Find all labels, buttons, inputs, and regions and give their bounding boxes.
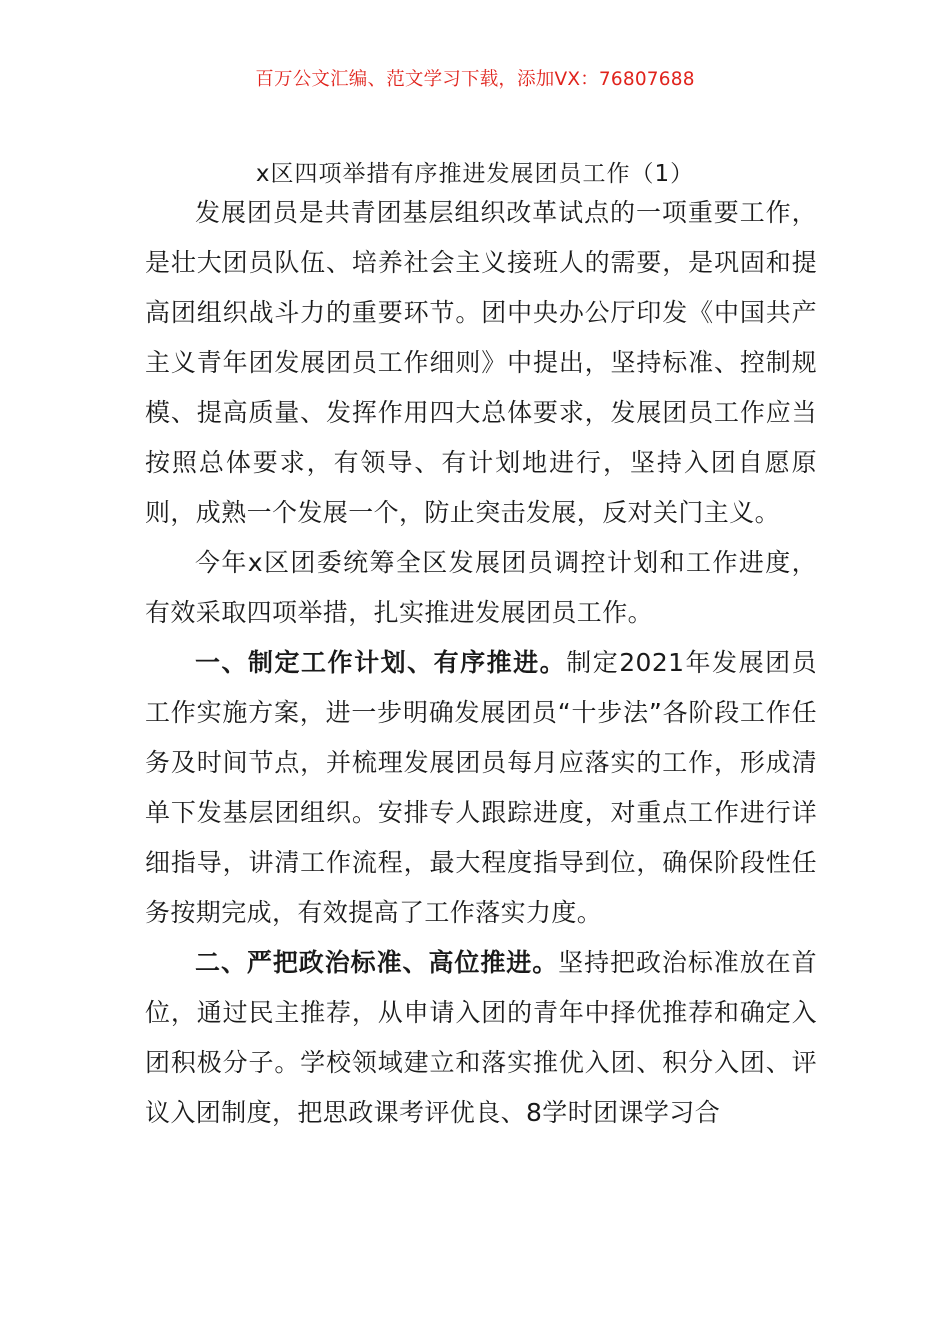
- paragraph: [145, 538, 817, 638]
- document-title: x区四项举措有序推进发展团员工作（1）: [255, 161, 695, 187]
- paragraph-text: 发展团员是共青团基层组织改革试点的一项重要工作，是壮大团员队伍、培养社会主义接班人的需要，是巩固和提高团组织战斗力的重要环节。团中央办公厅印发《中国共产主义青年团发展团员工作细则》中提出，坚持标准、控制规模、提高质量、发挥作用四大总体要求，发展团员工作应当按照总体要求，有领导、有计划地进行，坚持入团自愿原则，成熟一个发展一个，防止突击发展，反对关门主义。: [145, 198, 817, 527]
- header-banner: 百万公文汇编、范文学习下载，添加VX：76807688: [255, 69, 695, 90]
- section-heading: 一、制定工作计划、有序推进。: [195, 648, 567, 677]
- paragraph: [145, 638, 817, 938]
- paragraph-text: 坚持把政治标准放在首位，通过民主推荐，从申请入团的青年中择优推荐和确定入团积极分子。学校领域建立和落实推优入团、积分入团、评议入团制度，把思政课考评优良、8学时团课学习合: [145, 948, 817, 1127]
- paragraph-text: 今年x区团委统筹全区发展团员调控计划和工作进度，有效采取四项举措，扎实推进发展团员工作。: [145, 548, 817, 627]
- paragraph: [145, 188, 817, 538]
- paragraph: [145, 938, 817, 1138]
- paragraph-text: 制定2021年发展团员工作实施方案，进一步明确发展团员“十步法”各阶段工作任务及时间节点，并梳理发展团员每月应落实的工作，形成清单下发基层团组织。安排专人跟踪进度，对重点工作进行详细指导，讲清工作流程，最大程度指导到位，确保阶段性任务按期完成，有效提高了工作落实力度。: [145, 648, 817, 927]
- section-heading: 二、严把政治标准、高位推进。: [195, 948, 559, 977]
- document-body: [145, 188, 817, 1138]
